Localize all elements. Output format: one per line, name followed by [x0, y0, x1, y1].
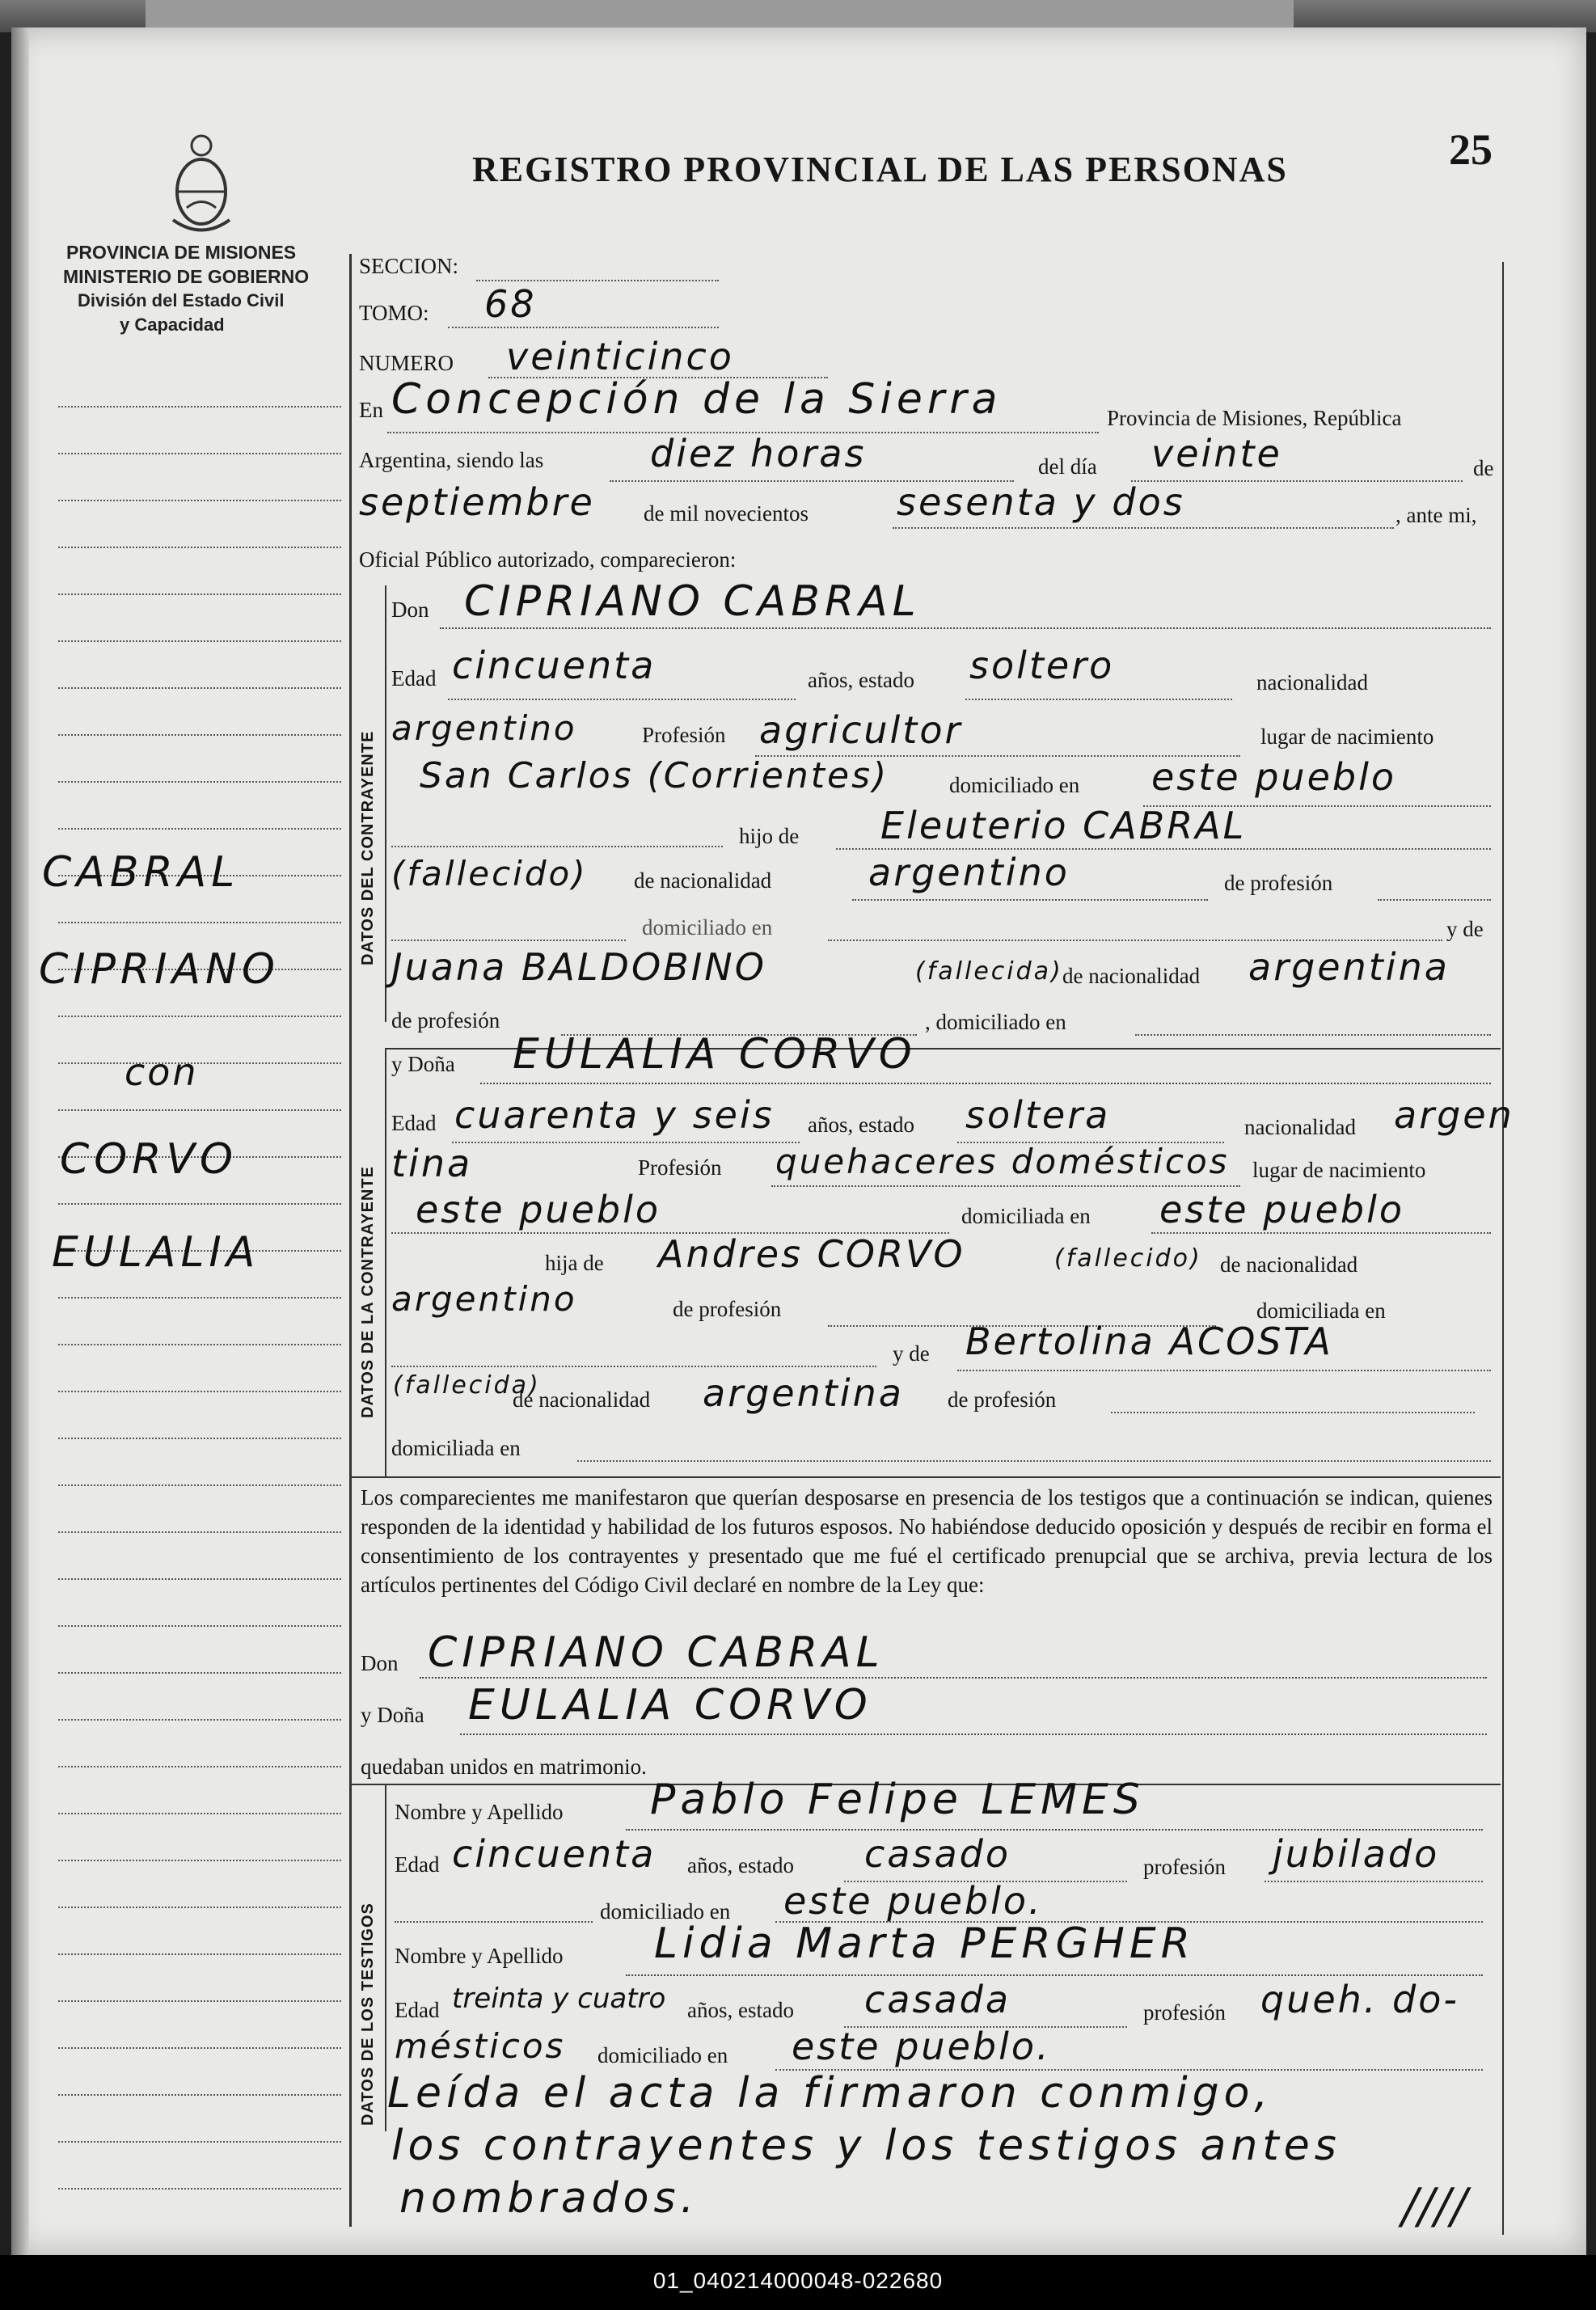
decl-don-label: Don [361, 1651, 399, 1675]
header-ministry: MINISTERIO DE GOBIERNO [63, 266, 310, 287]
margin-rule [58, 1484, 341, 1486]
bride-nacionalidad-cont: tina [391, 1142, 473, 1185]
t2-estado: casada [864, 1978, 1011, 2021]
margin-rule [58, 1719, 341, 1721]
groom-nacionalidad: argentino [391, 708, 577, 748]
bride-father-nac: argentino [391, 1279, 577, 1319]
groom-dom-label: domiciliado en [949, 773, 1080, 797]
margin-firstname-2: EULALIA [52, 1228, 260, 1277]
header-division: División del Estado Civil [78, 290, 285, 310]
dia-value: veinte [1151, 432, 1282, 475]
t2-dom-label: domiciliado en [597, 2043, 728, 2067]
groom-father: Eleuterio CABRAL [880, 804, 1247, 847]
margin-rule [58, 1109, 341, 1111]
margin-firstname-1: CIPRIANO [39, 945, 280, 994]
document-page [11, 27, 1586, 2255]
tomo-label: TOMO: [359, 301, 429, 325]
margin-rule [58, 1297, 341, 1299]
bride-edad: cuarenta y seis [454, 1093, 775, 1137]
contrayenta-section-label: DATOS DE LA CONTRAYENTE [359, 1166, 377, 1418]
bride-lugar: este pueblo [416, 1188, 661, 1231]
margin-rule [58, 828, 341, 830]
seccion-label: SECCION: [359, 254, 459, 278]
bride-edad-label: Edad [391, 1111, 437, 1135]
frame-left-line [349, 254, 352, 2227]
groom-y-de: y de [1446, 917, 1484, 941]
margin-surname-1: CABRAL [42, 848, 240, 897]
margin-rule [58, 2000, 341, 2002]
t2-prof-label: profesión [1143, 2000, 1226, 2025]
bride-anos-estado: años, estado [808, 1113, 914, 1137]
groom-nac-label: nacionalidad [1256, 670, 1368, 695]
margin-rule [58, 453, 341, 454]
decl-dona-label: y Doña [361, 1703, 424, 1727]
margin-rule [58, 2141, 341, 2143]
margin-rule [58, 1391, 341, 1392]
t2-nombre-label: Nombre y Apellido [395, 1944, 564, 1968]
bride-father: Andres CORVO [658, 1232, 965, 1276]
de-label: de [1473, 456, 1494, 480]
margin-con: con [125, 1050, 199, 1094]
bride-father-status: (fallecido) [1054, 1244, 1202, 1273]
groom-father-prof-label: de profesión [1224, 871, 1333, 895]
en-label: En [359, 398, 383, 422]
t2-edad-label: Edad [395, 1998, 440, 2022]
groom-anos-estado: años, estado [808, 668, 914, 692]
t1-estado: casado [864, 1832, 1011, 1876]
groom-father-dom-label: domiciliado en [642, 915, 773, 940]
page-number: 25 [1449, 125, 1493, 174]
numero-label: NUMERO [359, 351, 454, 375]
margin-surname-2: CORVO [60, 1135, 238, 1184]
margin-rule [58, 547, 341, 548]
t2-edad: treinta y cuatro [452, 1983, 666, 2015]
groom-mother-nac-label: de nacionalidad [1062, 964, 1201, 988]
groom-prof-label: Profesión [642, 723, 726, 747]
groom-lugar: San Carlos (Corrientes) [420, 755, 889, 796]
place-value: Concepción de la Sierra [391, 375, 1003, 424]
groom-profesion: agricultor [759, 708, 963, 752]
t1-edad: cincuenta [452, 1832, 657, 1876]
oficial-text: Oficial Público autorizado, comparecieron: [359, 547, 737, 572]
t2-prof: queh. do- [1260, 1978, 1459, 2021]
t2-dom: este pueblo. [792, 2025, 1051, 2068]
groom-estado: soltero [969, 644, 1115, 687]
margin-rule [58, 687, 341, 689]
page-title: REGISTRO PROVINCIAL DE LAS PERSONAS [472, 150, 1288, 189]
closing-line-3: nombrados. [399, 2174, 699, 2223]
margin-rule [58, 922, 341, 923]
groom-edad-label: Edad [391, 666, 437, 690]
groom-lugar-label: lugar de nacimiento [1260, 724, 1434, 749]
bride-father-prof-label: de profesión [673, 1297, 782, 1321]
margin-rule [58, 1672, 341, 1674]
bride-mother-prof-label: de profesión [948, 1387, 1057, 1412]
groom-father-nac: argentino [868, 851, 1070, 894]
bride-hija-label: hija de [545, 1251, 604, 1275]
margin-rule [58, 1625, 341, 1627]
closing-line-1: Leída el acta la firmaron conmigo, [387, 2069, 1273, 2118]
t1-dom-label: domiciliado en [600, 1899, 731, 1924]
decl-quedaban: quedaban unidos en matrimonio. [361, 1755, 647, 1779]
margin-rule [58, 1860, 341, 1861]
margin-rule [58, 1907, 341, 1908]
t1-anos-estado: años, estado [687, 1853, 794, 1877]
closing-line-2: los contrayentes y los testigos antes [391, 2122, 1341, 2170]
bride-father-nac-label: de nacionalidad [1220, 1252, 1358, 1277]
tally-marks: //// [1402, 2178, 1467, 2235]
bride-father-dom-label: domiciliada en [1256, 1299, 1386, 1323]
dona-label: y Doña [391, 1052, 455, 1076]
header-capacity: y Capacidad [120, 315, 225, 335]
groom-mother-prof-label: de profesión [391, 1008, 500, 1033]
t1-prof-label: profesión [1143, 1855, 1226, 1879]
t1-nombre-label: Nombre y Apellido [395, 1800, 564, 1824]
bride-estado: soltera [965, 1093, 1111, 1137]
contrayente-section-label: DATOS DEL CONTRAYENTE [359, 730, 377, 965]
frame-right-line [1502, 262, 1504, 2235]
groom-father-status: (fallecido) [391, 854, 588, 893]
groom-mother-status: (fallecida) [915, 957, 1063, 986]
margin-rule [58, 2188, 341, 2190]
margin-rule [58, 1578, 341, 1580]
t1-dom: este pueblo. [783, 1879, 1043, 1923]
margin-rule [58, 1766, 341, 1767]
groom-domicilio: este pueblo [1151, 755, 1397, 799]
bride-mother-nac-label: de nacionalidad [513, 1387, 651, 1412]
bride-name: EULALIA CORVO [513, 1030, 917, 1079]
coat-of-arms-icon [167, 131, 236, 236]
groom-mother-nac: argentina [1248, 945, 1450, 989]
t1-prof: jubilado [1273, 1832, 1440, 1876]
groom-father-nac-label: de nacionalidad [634, 868, 772, 893]
bride-y-de: y de [893, 1341, 930, 1366]
numero-value: veinticinco [506, 335, 734, 378]
mil-label: de mil novecientos [644, 501, 809, 526]
groom-hijo-label: hijo de [739, 824, 800, 848]
testigos-section-label: DATOS DE LOS TESTIGOS [359, 1902, 377, 2126]
footer-code: 01_040214000048-022680 [652, 2268, 944, 2293]
margin-rule [58, 1062, 341, 1064]
margin-rule [58, 1438, 341, 1439]
t1-name: Pablo Felipe LEMES [650, 1776, 1145, 1824]
margin-rule [58, 2047, 341, 2049]
bride-profesion: quehaceres domésticos [775, 1142, 1230, 1181]
declaration-paragraph: Los comparecientes me manifestaron que querían desposarse en presencia de los testigos que a continuación se indican, quienes responden de la identidad y habilidad de los futuros esposos. No habiéndose deducido oposición y después de recibir en forma el consentimiento de los contrayentes y presentado que me fué el certificado prenupcial que se archiva, previa lectura de los artículos pertinentes del Código Civil declaré en nombre de la Ley que: [361, 1485, 1493, 1597]
mes-value: septiembre [359, 480, 595, 524]
groom-edad: cincuenta [452, 644, 657, 687]
don-label: Don [391, 598, 429, 622]
margin-rule [58, 640, 341, 642]
decl-dona-value: EULALIA CORVO [468, 1681, 872, 1729]
t2-name: Lidia Marta PERGHER [654, 1919, 1195, 1968]
bride-mother-nac: argentina [703, 1371, 904, 1415]
bride-domicilio: este pueblo [1159, 1188, 1405, 1231]
margin-rule [58, 1203, 341, 1205]
groom-mother: Juana BALDOBINO [391, 945, 766, 989]
header-province: PROVINCIA DE MISIONES [66, 242, 297, 263]
provincia-text: Provincia de Misiones, República [1107, 406, 1402, 430]
bride-dom-label: domiciliada en [961, 1204, 1091, 1228]
margin-rule [58, 1813, 341, 1814]
t1-edad-label: Edad [395, 1852, 440, 1877]
bride-nac-label: nacionalidad [1244, 1115, 1356, 1139]
margin-rule [58, 734, 341, 736]
hora-value: diez horas [650, 432, 867, 475]
bride-lugar-label: lugar de nacimiento [1252, 1158, 1426, 1182]
del-dia-label: del día [1038, 454, 1097, 479]
margin-rule [58, 1531, 341, 1533]
bride-prof-label: Profesión [638, 1155, 722, 1180]
margin-rule [58, 500, 341, 501]
margin-rule [58, 593, 341, 595]
decl-don-value: CIPRIANO CABRAL [428, 1628, 885, 1677]
margin-rule [58, 406, 341, 408]
margin-rule [58, 1953, 341, 1955]
margin-rule [58, 2094, 341, 2096]
anio-value: sesenta y dos [897, 480, 1185, 524]
groom-mother-dom-label: , domiciliado en [925, 1010, 1066, 1034]
margin-rule [58, 1344, 341, 1345]
groom-name: CIPRIANO CABRAL [464, 577, 921, 626]
margin-rule [58, 781, 341, 783]
bride-mother-status: (fallecida) [393, 1371, 541, 1400]
t2-anos-estado: años, estado [687, 1998, 794, 2022]
bride-mother-dom-label: domiciliada en [391, 1436, 521, 1460]
margin-rule [58, 1016, 341, 1017]
bride-nacionalidad: argen [1394, 1093, 1514, 1137]
bride-mother: Bertolina ACOSTA [965, 1320, 1333, 1363]
ante-mi: , ante mi, [1395, 503, 1477, 527]
tomo-value: 68 [484, 282, 537, 326]
argentina-text: Argentina, siendo las [359, 448, 544, 472]
t2-prof-cont: mésticos [395, 2026, 566, 2066]
